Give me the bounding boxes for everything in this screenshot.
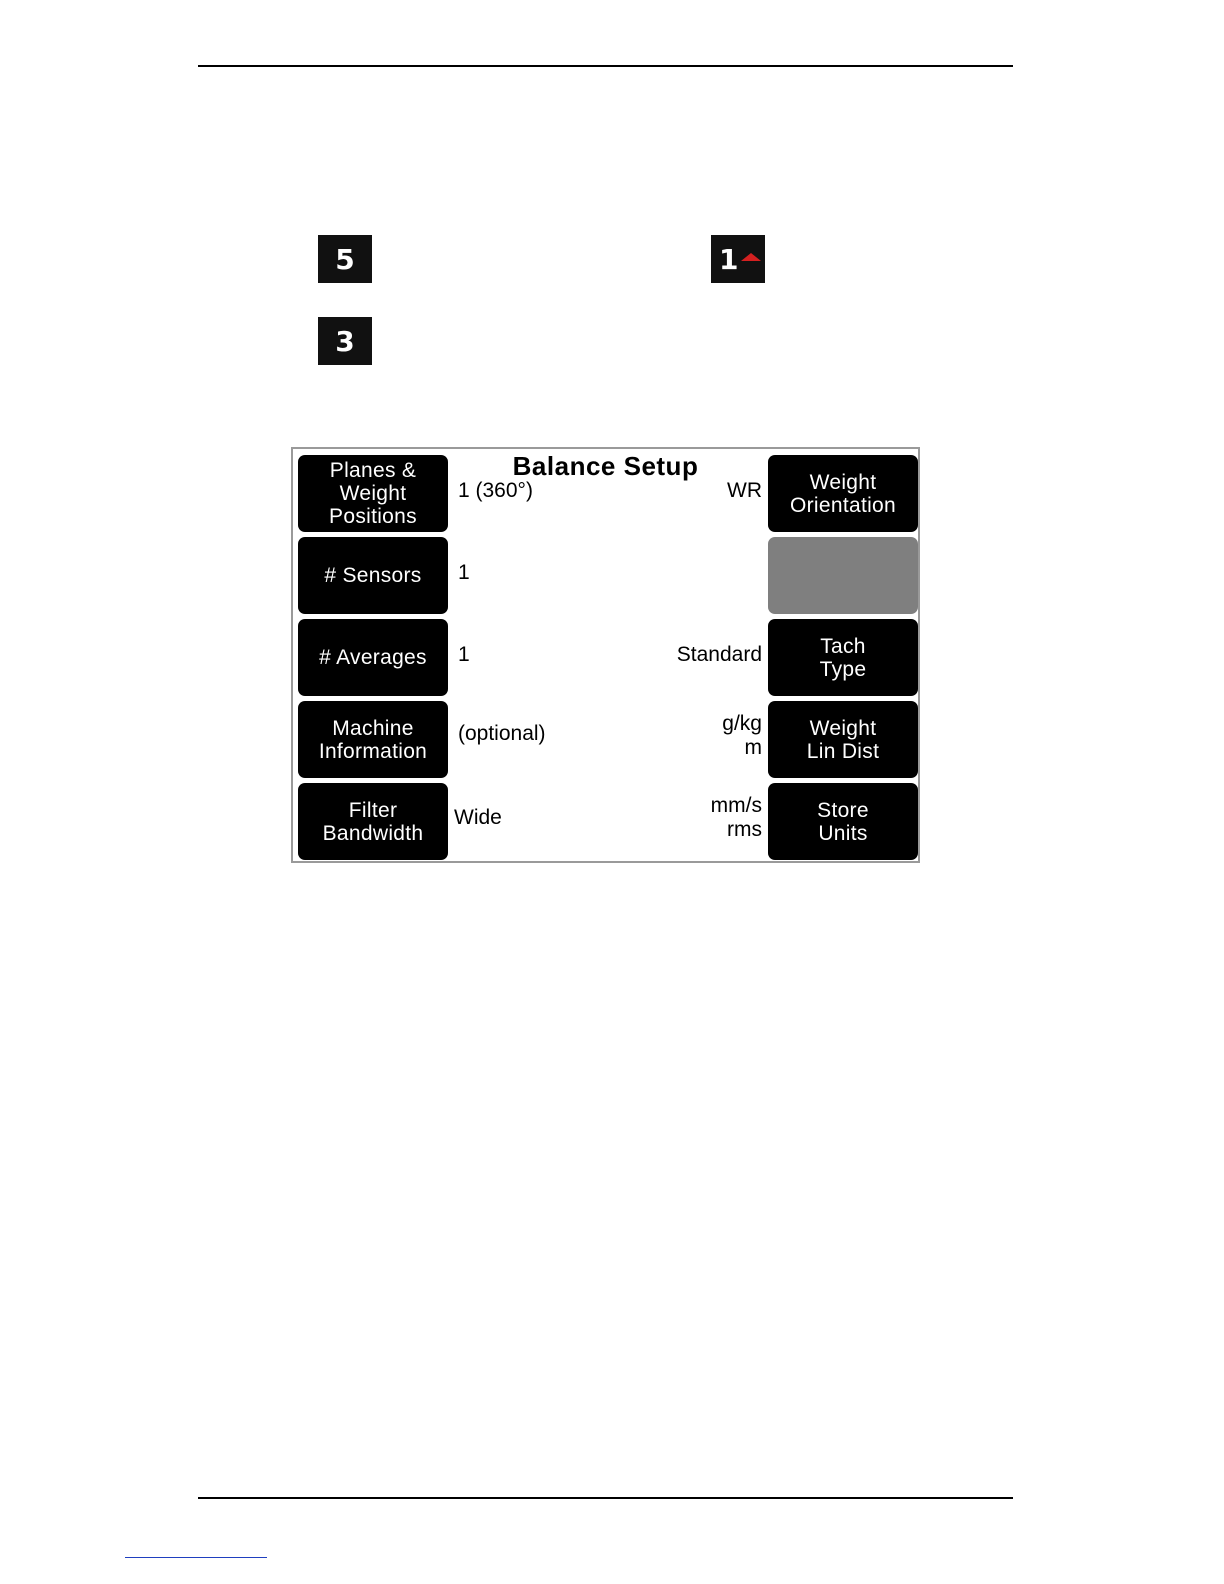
button-label: Tach: [820, 634, 866, 658]
button-label: Filter: [348, 798, 398, 822]
button-label: Bandwidth: [322, 821, 424, 845]
button-label: # Averages: [319, 646, 427, 669]
footer-link-underline[interactable]: [125, 1557, 267, 1558]
button-label: Positions: [329, 505, 417, 528]
button-label: Lin Dist: [806, 739, 880, 763]
balance-setup-screen: [291, 447, 920, 863]
vibration-detection-value: rms: [727, 818, 762, 841]
key-5-label: 5: [335, 242, 355, 276]
planes-weight-positions-button[interactable]: [298, 455, 448, 532]
store-units-button[interactable]: [768, 783, 918, 860]
button-label: Information: [318, 739, 428, 763]
filter-bandwidth-button[interactable]: [298, 783, 448, 860]
averages-value: 1: [458, 643, 470, 666]
key-1-up-arrow-icon: [711, 235, 765, 283]
blank-softkey: [768, 537, 918, 614]
planes-value: 1 (360°): [458, 479, 533, 502]
button-label: Planes &: [329, 459, 417, 482]
weight-orientation-button[interactable]: [768, 455, 918, 532]
button-label: Weight: [809, 716, 877, 740]
weight-units-value: g/kg: [722, 712, 762, 735]
machine-information-value: (optional): [458, 722, 546, 745]
key-3-icon: [318, 317, 372, 365]
screen-title: Balance Setup: [512, 451, 699, 481]
button-label: Weight: [809, 470, 877, 494]
distance-units-value: m: [744, 736, 762, 759]
weight-lin-dist-button[interactable]: [768, 701, 918, 778]
sensors-value: 1: [458, 561, 470, 584]
tach-type-value: Standard: [676, 643, 762, 666]
key-1-label: 1: [719, 242, 739, 276]
weight-orientation-value: WR: [727, 479, 762, 502]
averages-button[interactable]: [298, 619, 448, 696]
red-up-arrow-icon: [741, 253, 761, 261]
filter-bandwidth-value: Wide: [454, 806, 502, 829]
key-5-icon: [318, 235, 372, 283]
button-label: Type: [819, 657, 867, 681]
button-label: Store: [817, 798, 869, 822]
vibration-units-value: mm/s: [710, 794, 762, 817]
header-rule: [198, 65, 1013, 67]
key-3-label: 3: [335, 324, 355, 358]
button-label: Orientation: [789, 493, 897, 517]
tach-type-button[interactable]: [768, 619, 918, 696]
button-label: Weight: [339, 482, 407, 505]
button-label: Units: [818, 821, 868, 845]
sensors-button[interactable]: [298, 537, 448, 614]
footer-rule: [198, 1497, 1013, 1499]
machine-information-button[interactable]: [298, 701, 448, 778]
button-label: # Sensors: [324, 564, 422, 587]
button-label: Machine: [332, 716, 414, 740]
